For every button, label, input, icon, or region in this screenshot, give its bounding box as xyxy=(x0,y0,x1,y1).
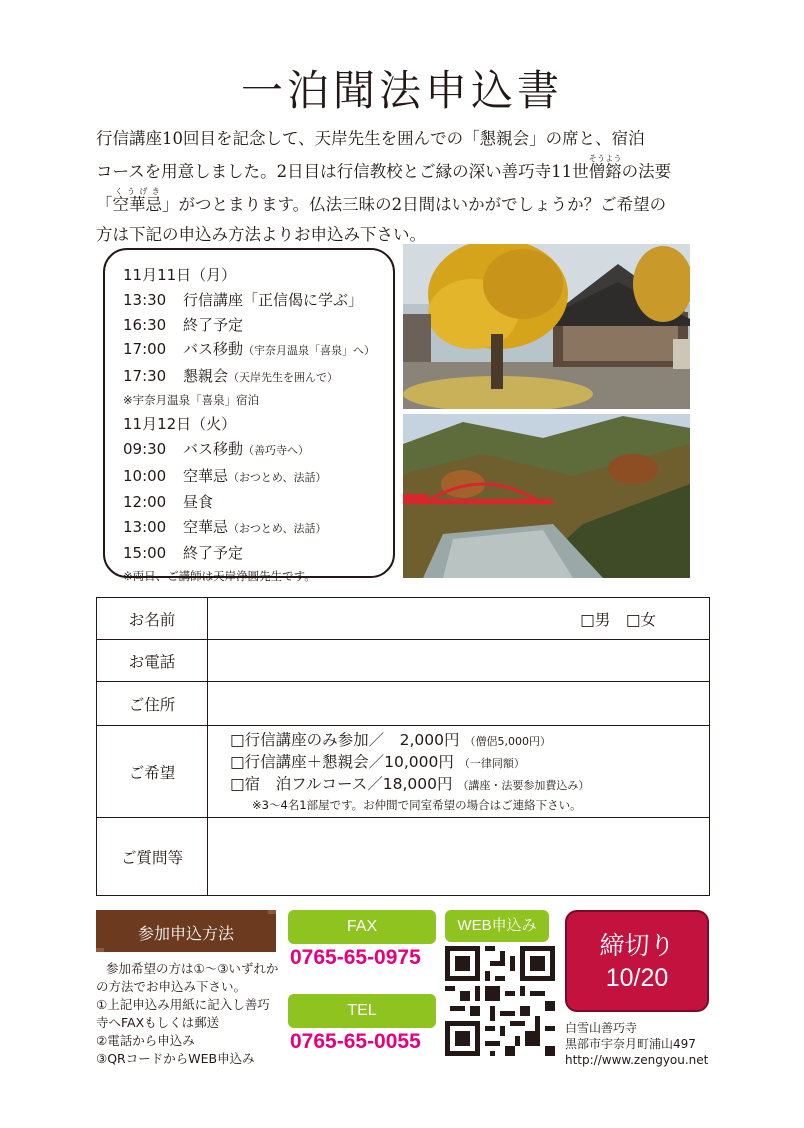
qr-code[interactable] xyxy=(445,946,555,1056)
day1-note: ※宇奈月温泉「喜泉」宿泊 xyxy=(123,393,260,407)
female-checkbox[interactable]: □女 xyxy=(625,610,656,629)
option-text: □宿 泊フルコース／18,000円 xyxy=(230,774,453,793)
schedule-event: バス移動 xyxy=(183,440,244,458)
schedule-event: 終了予定 xyxy=(183,544,244,562)
deadline-badge xyxy=(565,910,709,1012)
method-line: ③QRコードからWEB申込み xyxy=(96,1051,255,1066)
phone-label: お電話 xyxy=(97,640,208,682)
temple-ginkgo-illustration xyxy=(403,244,690,409)
ruby-kuugeki xyxy=(112,187,163,214)
day1-heading: 11月11日（月） xyxy=(123,266,237,284)
phone-field[interactable] xyxy=(208,640,710,682)
ruby-reading-kuugeki: くうげき xyxy=(112,187,162,196)
schedule-note: （宇奈月温泉「喜泉」へ） xyxy=(243,344,376,357)
temple-name: 白雪山善巧寺 xyxy=(565,1021,638,1035)
form-row-phone xyxy=(97,640,710,682)
method-line: ②電話から申込み xyxy=(96,1033,195,1048)
questions-label: ご質問等 xyxy=(97,818,208,896)
intro-line-1: 行信講座10回目を記念して、天岸先生を囲んでの「懇親会」の席と、宿泊 xyxy=(96,129,645,148)
form-row-address xyxy=(97,682,710,726)
schedule-time: 17:00 xyxy=(123,340,167,358)
ruby-reading-souyou: そうよう xyxy=(588,154,622,163)
method-line: ①上記申込み用紙に記入し善巧寺へFAXもしくは郵送 xyxy=(96,997,270,1030)
option-text: □行信講座＋懇親会／10,000円 xyxy=(230,752,454,771)
schedule-row xyxy=(123,515,393,542)
schedule-event: 空華忌 xyxy=(183,466,229,485)
intro-line-3-end: 」がつとまります。仏法三昧の2日間はいかがでしょうか？ご希望の xyxy=(162,195,667,214)
schedule-time: 09:30 xyxy=(123,440,167,458)
intro-line-4: 方は下記の申込み方法よりお申込み下さい。 xyxy=(96,225,426,244)
form-row-questions xyxy=(97,818,710,896)
wish-label: ご希望 xyxy=(97,726,208,818)
method-banner xyxy=(96,910,276,952)
option-item[interactable] xyxy=(230,752,708,774)
schedule-time: 16:30 xyxy=(123,315,167,334)
fax-number: 0765-65-0975 xyxy=(290,946,421,969)
intro-line-3-bracket: 「 xyxy=(96,195,113,214)
address-field[interactable] xyxy=(208,682,710,726)
web-apply-label: WEB申込み xyxy=(445,910,549,942)
schedule-event: 昼食 xyxy=(183,493,214,511)
options-note: ※3～4名1部屋です。お仲間で同室希望の場合はご連絡下さい。 xyxy=(252,797,582,812)
form-row-wish xyxy=(97,726,710,818)
temple-address: 黒部市宇奈月町浦山497 xyxy=(565,1037,696,1051)
schedule-note: （善巧寺へ） xyxy=(243,444,310,457)
option-item[interactable] xyxy=(230,730,708,752)
schedule-event: バス移動 xyxy=(183,340,244,358)
schedule-event: 空華忌 xyxy=(183,517,229,536)
name-field[interactable] xyxy=(208,598,710,640)
deadline-title: 締切り xyxy=(599,931,675,960)
ruby-base-kuugeki: 空華忌 xyxy=(112,195,162,214)
day1-list xyxy=(123,288,393,390)
schedule-row xyxy=(123,464,393,491)
tel-number[interactable]: 0765-65-0055 xyxy=(290,1030,421,1053)
wish-options xyxy=(208,726,710,818)
schedule-time: 13:30 xyxy=(123,291,167,309)
method-title: 参加申込方法 xyxy=(137,924,234,943)
tel-label: TEL xyxy=(288,994,436,1028)
option-item[interactable] xyxy=(230,774,708,796)
intro-line-2-end: の法要 xyxy=(621,162,672,181)
ruby-base-souyou: 僧鎔 xyxy=(588,162,622,181)
schedule-row xyxy=(123,313,393,338)
gorge-bridge-photo xyxy=(403,414,690,578)
schedule-event: 行信講座「正信偈に学ぶ」 xyxy=(183,291,364,309)
intro-line-2-text: コースを用意しました。2日目は行信教校とご縁の深い善巧寺11世 xyxy=(96,162,589,181)
day2-heading: 11月12日（火） xyxy=(123,415,237,433)
intro-paragraph xyxy=(96,124,716,250)
qr-code-graphic xyxy=(445,946,555,1056)
schedule-row xyxy=(123,490,393,515)
intro-line-3 xyxy=(96,187,716,220)
option-note: （一律同額） xyxy=(458,756,525,770)
method-instructions xyxy=(96,960,282,1068)
fax-label: FAX xyxy=(288,910,436,944)
schedule-row xyxy=(123,337,393,364)
gorge-bridge-illustration xyxy=(403,414,690,578)
schedule-time: 13:00 xyxy=(123,517,167,536)
schedule-event: 終了予定 xyxy=(183,315,244,334)
option-note: （僧侶5,000円） xyxy=(464,734,551,748)
method-line: 参加希望の方は①～③いずれかの方法でお申込み下さい。 xyxy=(96,961,279,994)
ruby-souyou xyxy=(588,154,622,181)
schedule-box xyxy=(103,248,395,583)
schedule-row xyxy=(123,437,393,464)
schedule-row xyxy=(123,288,393,313)
temple-info xyxy=(565,1020,708,1068)
name-label: お名前 xyxy=(97,598,208,640)
schedule-time: 17:30 xyxy=(123,366,167,385)
schedule-row xyxy=(123,541,393,566)
schedule-event: 懇親会 xyxy=(183,366,229,385)
questions-field[interactable] xyxy=(208,818,710,896)
option-text: □行信講座のみ参加／ 2,000円 xyxy=(230,730,460,749)
form-row-name xyxy=(97,598,710,640)
schedule-time: 12:00 xyxy=(123,493,167,511)
deadline-date: 10/20 xyxy=(605,964,669,992)
male-checkbox[interactable]: □男 xyxy=(580,610,611,629)
temple-url[interactable]: http://www.zengyou.net xyxy=(565,1053,709,1067)
gender-options xyxy=(580,608,656,630)
schedule-time: 10:00 xyxy=(123,466,167,485)
schedule-time: 15:00 xyxy=(123,544,167,562)
schedule-note: （おつとめ、法話） xyxy=(228,470,327,484)
address-label: ご住所 xyxy=(97,682,208,726)
intro-line-2 xyxy=(96,154,716,187)
option-note: （講座・法要参加費込み） xyxy=(457,778,590,792)
schedule-note: （天岸先生を囲んで） xyxy=(228,370,339,384)
page-title: 一泊聞法申込書 xyxy=(240,66,563,115)
day2-list xyxy=(123,437,393,566)
schedule-row xyxy=(123,364,393,391)
temple-ginkgo-photo xyxy=(403,244,690,409)
schedule-note: （おつとめ、法話） xyxy=(228,521,327,535)
application-form xyxy=(96,597,710,896)
day2-note: ※両日、ご講師は天岸浄圓先生です。 xyxy=(123,568,316,583)
